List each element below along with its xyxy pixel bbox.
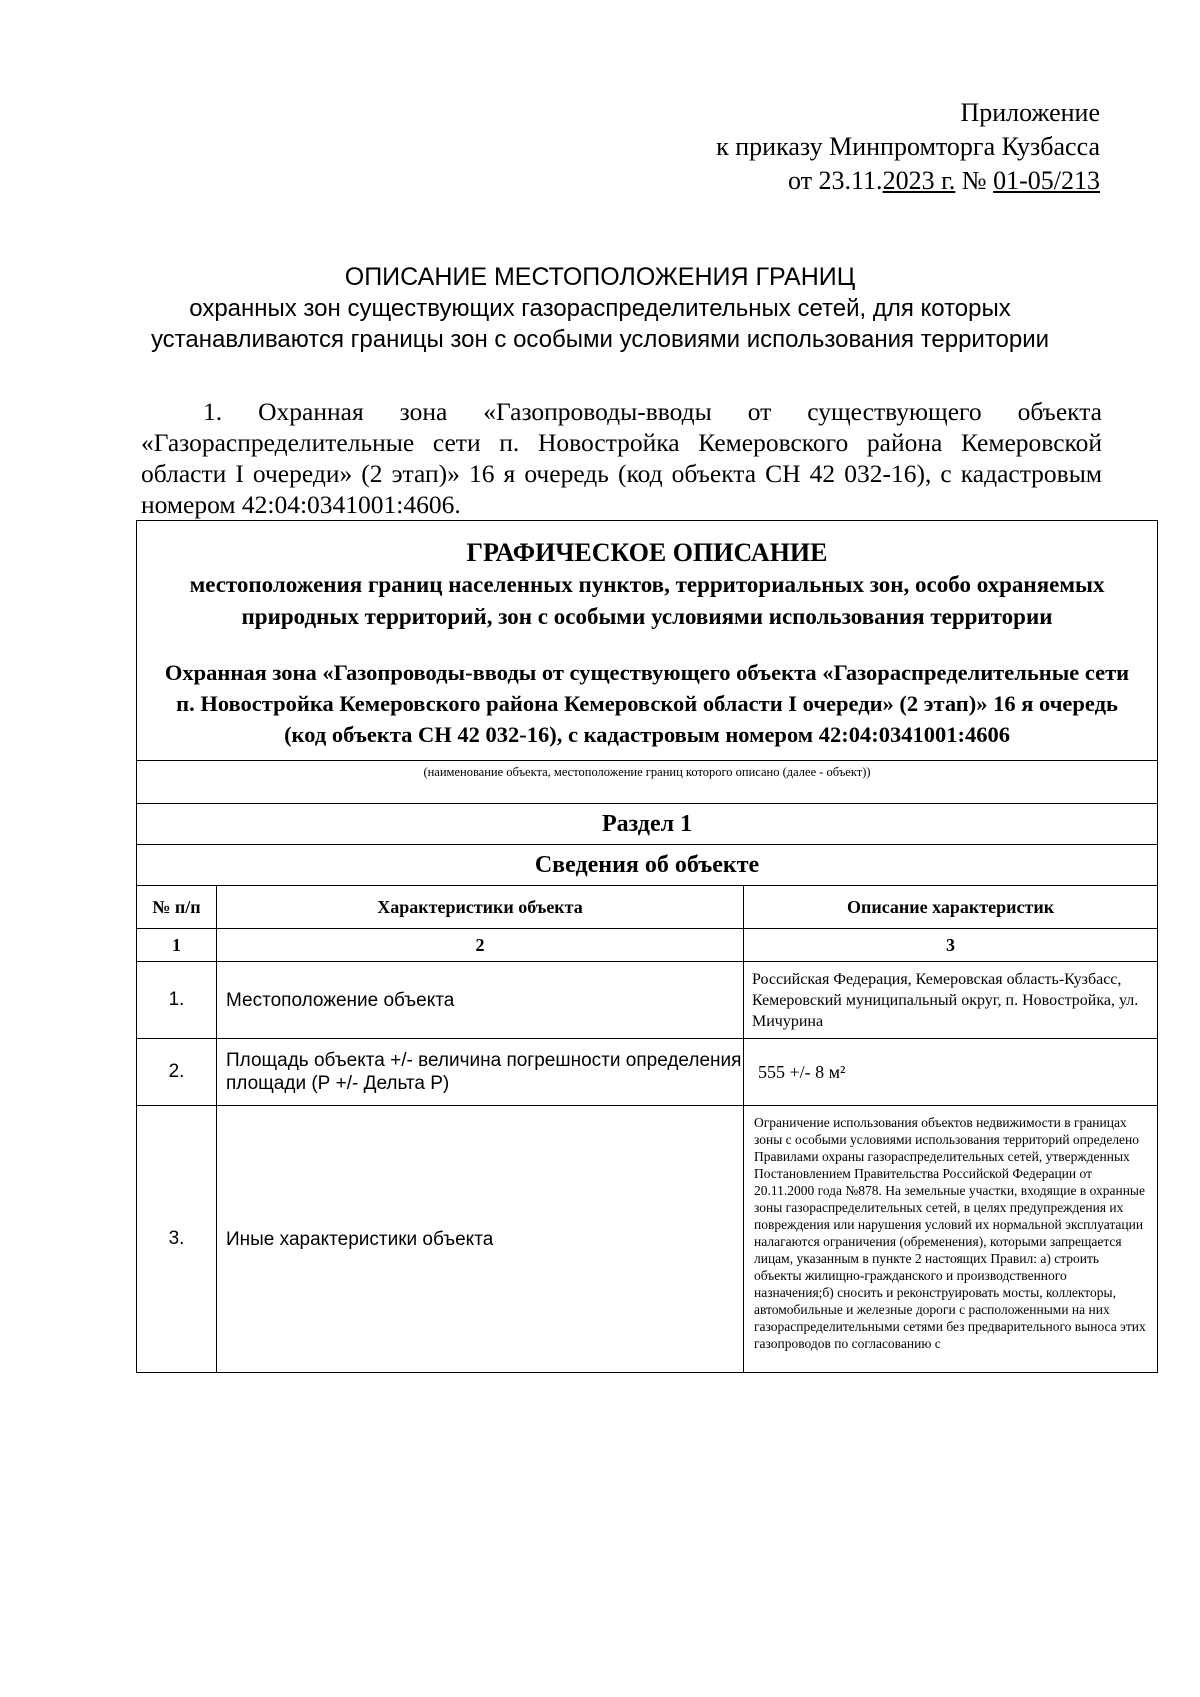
document-title: ОПИСАНИЕ МЕСТОПОЛОЖЕНИЯ ГРАНИЦ (344, 263, 856, 291)
appendix-date-year: 2023 г. (882, 166, 956, 195)
column-number-row (137, 929, 1158, 962)
header-description: Описание характеристик (744, 886, 1158, 929)
row-description: 555 +/- 8 м² (744, 1039, 1158, 1106)
document-subtitle-line-1: охранных зон существующих газораспределительных сетей, для которых (189, 295, 1011, 322)
table-row (137, 962, 1158, 1039)
object-name: Охранная зона «Газопроводы-вводы от существующего объекта «Газораспределительные сети п. Новостройка Кемеровского района Кемеровской области I очереди» (2 этап)» 16 я очередь (код объекта СН 42 032-16), с кадастровым номером 42:04:0341001:4606 (164, 660, 1130, 747)
table-row (137, 1106, 1158, 1373)
item-1-text: 1. Охранная зона «Газопроводы-вводы от существующего объекта «Газораспределительные сети п. Новостройка Кемеровского района Кемеровской области I очереди» (2 этап)» 16 я очередь (код объекта СН 42 032-16), с кадастровым номером 42:04:0341001:4606. (141, 397, 1102, 519)
form-title: ГРАФИЧЕСКОЕ ОПИСАНИЕ (466, 538, 828, 567)
appendix-number-sign: № (961, 166, 987, 195)
row-characteristic: Площадь объекта +/- величина погрешности определения площади (Р +/- Дельта Р) (217, 1039, 744, 1106)
document-heading (100, 262, 1100, 355)
column-number: 2 (217, 929, 744, 962)
form-subtitle: местоположения границ населенных пунктов, территориальных зон, особо охраняемых природных территорий, зон с особыми условиями использования территории (189, 572, 1105, 629)
appendix-date-prefix: от 23.11. (788, 166, 883, 195)
row-number: 2. (137, 1039, 217, 1106)
object-caption: (наименование объекта, местоположение границ которого описано (далее - объект)) (137, 761, 1158, 804)
appendix-block (716, 96, 1100, 198)
form-header-cell (137, 521, 1158, 761)
graphic-description-form (136, 520, 1158, 1373)
row-description: Российская Федерация, Кемеровская область-Кузбасс, Кемеровский муниципальный округ, п. Новостройка, ул. Мичурина (744, 962, 1158, 1039)
header-characteristics: Характеристики объекта (217, 886, 744, 929)
section-title: Сведения об объекте (137, 845, 1158, 886)
appendix-line-1: Приложение (960, 98, 1100, 127)
appendix-line-2: к приказу Минпромторга Кузбасса (716, 132, 1100, 161)
row-characteristic: Местоположение объекта (217, 962, 744, 1039)
section-number: Раздел 1 (137, 804, 1158, 845)
table-header-row (137, 886, 1158, 929)
row-number: 3. (137, 1106, 217, 1373)
appendix-order-number: 01-05/213 (993, 166, 1100, 195)
column-number: 3 (744, 929, 1158, 962)
appendix-date-line (716, 164, 1100, 198)
row-characteristic: Иные характеристики объекта (217, 1106, 744, 1373)
column-number: 1 (137, 929, 217, 962)
document-subtitle-line-2: устанавливаются границы зон с особыми условиями использования территории (150, 326, 1050, 353)
header-number: № п/п (137, 886, 217, 929)
item-1-paragraph (141, 396, 1102, 520)
row-description: Ограничение использования объектов недвижимости в границах зоны с особыми условиями использования территорий определено Правилами охраны газораспределительных сетей, утвержденных Постановлением Правительства Российской Федерации от 20.11.2000 года №878. На земельные участки, входящие в охранные зоны газораспределительных сетей, в целях предупреждения их повреждения или нарушения условий их нормальной эксплуатации налагаются ограничения (обременения), которыми запрещается лицам, указанным в пункте 2 настоящих Правил: а) строить объекты жилищно-гражданского и производственного назначения;б) сносить и реконструировать мосты, коллекторы, автомобильные и железные дороги с расположенными на них газораспределительными сетями без предварительного выноса этих газопроводов по согласованию с (744, 1106, 1158, 1373)
table-row (137, 1039, 1158, 1106)
row-number: 1. (137, 962, 217, 1039)
